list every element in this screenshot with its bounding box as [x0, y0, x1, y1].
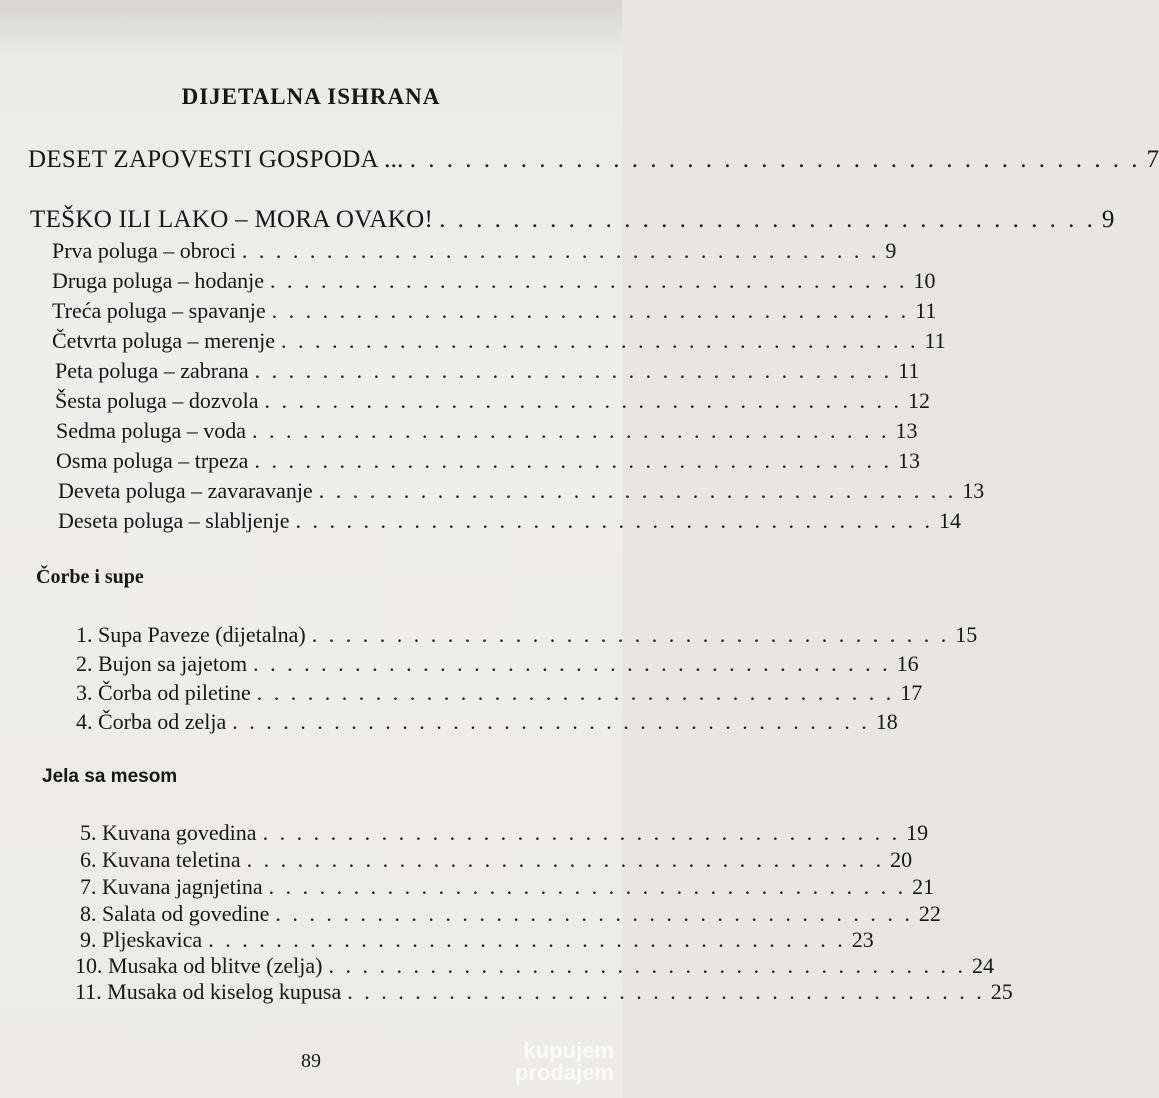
toc-entry-page: 7	[1146, 146, 1159, 173]
toc-entry-label: 5. Kuvana govedina	[80, 820, 257, 845]
toc-entry-label: 3. Čorba od piletine	[76, 680, 251, 705]
category-heading: Jela sa mesom	[42, 766, 178, 787]
toc-entry-label: 4. Čorba od zelja	[76, 709, 227, 734]
toc-entry-label: 6. Kuvana teletina	[80, 847, 241, 872]
leader-dots: . . . . . . . . . . . . . . . . . . . . . . . . . . . . . . . . . . . . . .	[270, 268, 908, 293]
toc-entry-page: 9	[1101, 206, 1115, 233]
toc-entry-page: 18	[875, 709, 898, 734]
leader-dots: . . . . . . . . . . . . . . . . . . . . . . . . . . . . . . . . . . . . . .	[347, 979, 985, 1004]
toc-entry-label: Treća poluga – spavanje	[52, 298, 266, 323]
leader-dots: . . . . . . . . . . . . . . . . . . . . . . . . . . . . . . . . . . . . . .	[254, 358, 893, 383]
leader-dots: . . . . . . . . . . . . . . . . . . . . . . . . . . . . . . . . . . . . . .	[256, 680, 895, 705]
toc-entry-label: Sedma poluga – voda	[56, 418, 247, 443]
toc-entry	[76, 709, 898, 735]
toc-entry-label: Osma poluga – trpeza	[56, 448, 249, 473]
toc-entry-label: 2. Bujon sa jajetom	[76, 651, 248, 676]
toc-entry	[52, 298, 937, 324]
toc-entry	[55, 388, 930, 414]
toc-entry	[56, 448, 920, 474]
page-number: 89	[301, 1050, 321, 1072]
toc-entry	[76, 651, 919, 677]
toc-entry	[80, 820, 929, 846]
toc-entry-page: 15	[955, 622, 978, 647]
toc-entry-label: 1. Supa Paveze (dijetalna)	[76, 622, 306, 647]
leader-dots: . . . . . . . . . . . . . . . . . . . . . . . . . . . . . . . . . . . . . .	[252, 418, 890, 443]
watermark-line: prodajem	[514, 1060, 614, 1085]
toc-entry	[76, 622, 978, 648]
leader-dots: . . . . . . . . . . . . . . . . . . . . . . . . . . . . . . . . . . . . . .	[241, 238, 880, 263]
toc-entry-label: 11. Musaka od kiselog kupusa	[75, 979, 342, 1004]
toc-entry	[55, 358, 920, 384]
leader-dots: . . . . . . . . . . . . . . . . . . . . . . . . . . . . . . . . . . . . . .	[264, 388, 902, 413]
leader-dots: . . . . . . . . . . . . . . . . . . . . . . . . . . . . . . . . . . . . . .	[232, 709, 870, 734]
toc-entry-page: 23	[851, 927, 874, 952]
leader-dots: . . . . . . . . . . . . . . . . . . . . . . . . . . . . . . . . . . . .	[439, 206, 1096, 233]
toc-entry	[28, 146, 1159, 174]
toc-entry-label: Druga poluga – hodanje	[52, 268, 264, 293]
book-title: DIJETALNA ISHRANA	[181, 84, 441, 109]
toc-entry-label: 8. Salata od govedine	[80, 901, 270, 926]
toc-entry-label: 7. Kuvana jagnjetina	[80, 874, 263, 899]
toc-entry	[56, 418, 918, 444]
leader-dots: . . . . . . . . . . . . . . . . . . . . . . . . . . . . . . . . . . . . . .	[262, 820, 901, 845]
toc-entry	[80, 847, 913, 873]
leader-dots: . . . . . . . . . . . . . . . . . . . . . . . . . . . . . . . . . . . . . .	[328, 953, 966, 978]
toc-entry-label: DESET ZAPOVESTI GOSPODA ...	[28, 146, 404, 173]
leader-dots: . . . . . . . . . . . . . . . . . . . . . . . . . . . . . . . . . . . . . .	[271, 298, 910, 323]
toc-entry-page: 12	[907, 388, 930, 413]
toc-entry-page: 22	[918, 901, 941, 926]
category-heading: Čorbe i supe	[36, 566, 144, 588]
toc-entry	[52, 238, 897, 264]
toc-entry-page: 13	[897, 448, 920, 473]
toc-entry-label: Četvrta poluga – merenje	[52, 328, 275, 353]
toc-entry	[76, 680, 923, 706]
toc-entry-label: Deveta poluga – zavaravanje	[58, 478, 313, 503]
leader-dots: . . . . . . . . . . . . . . . . . . . . . . . . . . . . . . . . . . . . . .	[295, 508, 934, 533]
leader-dots: . . . . . . . . . . . . . . . . . . . . . . . . . . . . . . . . . . . . . . . .	[409, 146, 1141, 173]
toc-entry-label: Peta poluga – zabrana	[55, 358, 249, 383]
leader-dots: . . . . . . . . . . . . . . . . . . . . . . . . . . . . . . . . . . . . . .	[208, 927, 846, 952]
toc-entry-label: Prva poluga – obroci	[52, 238, 236, 263]
leader-dots: . . . . . . . . . . . . . . . . . . . . . . . . . . . . . . . . . . . . . .	[318, 478, 957, 503]
leader-dots: . . . . . . . . . . . . . . . . . . . . . . . . . . . . . . . . . . . . . .	[246, 847, 885, 872]
toc-entry	[58, 508, 962, 534]
leader-dots: . . . . . . . . . . . . . . . . . . . . . . . . . . . . . . . . . . . . . .	[311, 622, 950, 647]
toc-entry-page: 21	[912, 874, 935, 899]
toc-entry-page: 11	[915, 298, 937, 323]
toc-entry-page: 24	[971, 953, 994, 978]
toc-entry	[75, 979, 1013, 1005]
toc-entry	[30, 206, 1115, 234]
toc-entry-label: 10. Musaka od blitve (zelja)	[75, 953, 323, 978]
toc-entry	[52, 268, 936, 294]
leader-dots: . . . . . . . . . . . . . . . . . . . . . . . . . . . . . . . . . . . . . .	[275, 901, 913, 926]
leader-dots: . . . . . . . . . . . . . . . . . . . . . . . . . . . . . . . . . . . . . .	[253, 651, 891, 676]
toc-entry-page: 11	[924, 328, 946, 353]
watermark-line: kupujem	[523, 1038, 614, 1063]
toc-entry-page: 19	[906, 820, 929, 845]
toc-entry-page: 10	[913, 268, 936, 293]
leader-dots: . . . . . . . . . . . . . . . . . . . . . . . . . . . . . . . . . . . . . .	[268, 874, 907, 899]
toc-entry-page: 13	[962, 478, 985, 503]
watermark	[502, 1040, 614, 1084]
toc-entry	[80, 901, 941, 927]
toc-entry-page: 11	[898, 358, 920, 383]
toc-entry-page: 25	[990, 979, 1013, 1004]
toc-entry-label: Šesta poluga – dozvola	[55, 388, 259, 413]
toc-entry	[75, 953, 994, 979]
toc-entry	[80, 874, 935, 900]
toc-entry-page: 16	[896, 651, 919, 676]
toc-entry	[58, 478, 985, 504]
toc-entry-page: 13	[895, 418, 918, 443]
toc-entry-label: TEŠKO ILI LAKO – MORA OVAKO!	[30, 206, 434, 233]
toc-entry	[52, 328, 946, 354]
toc-entry-label: Deseta poluga – slabljenje	[58, 508, 290, 533]
toc-entry-page: 14	[939, 508, 962, 533]
toc-entry-page: 17	[900, 680, 923, 705]
leader-dots: . . . . . . . . . . . . . . . . . . . . . . . . . . . . . . . . . . . . . .	[280, 328, 919, 353]
toc-entry-label: 9. Pljeskavica	[80, 927, 203, 952]
leader-dots: . . . . . . . . . . . . . . . . . . . . . . . . . . . . . . . . . . . . . .	[254, 448, 892, 473]
toc-entry-page: 9	[885, 238, 897, 263]
toc-entry	[80, 927, 874, 953]
toc-entry-page: 20	[890, 847, 913, 872]
